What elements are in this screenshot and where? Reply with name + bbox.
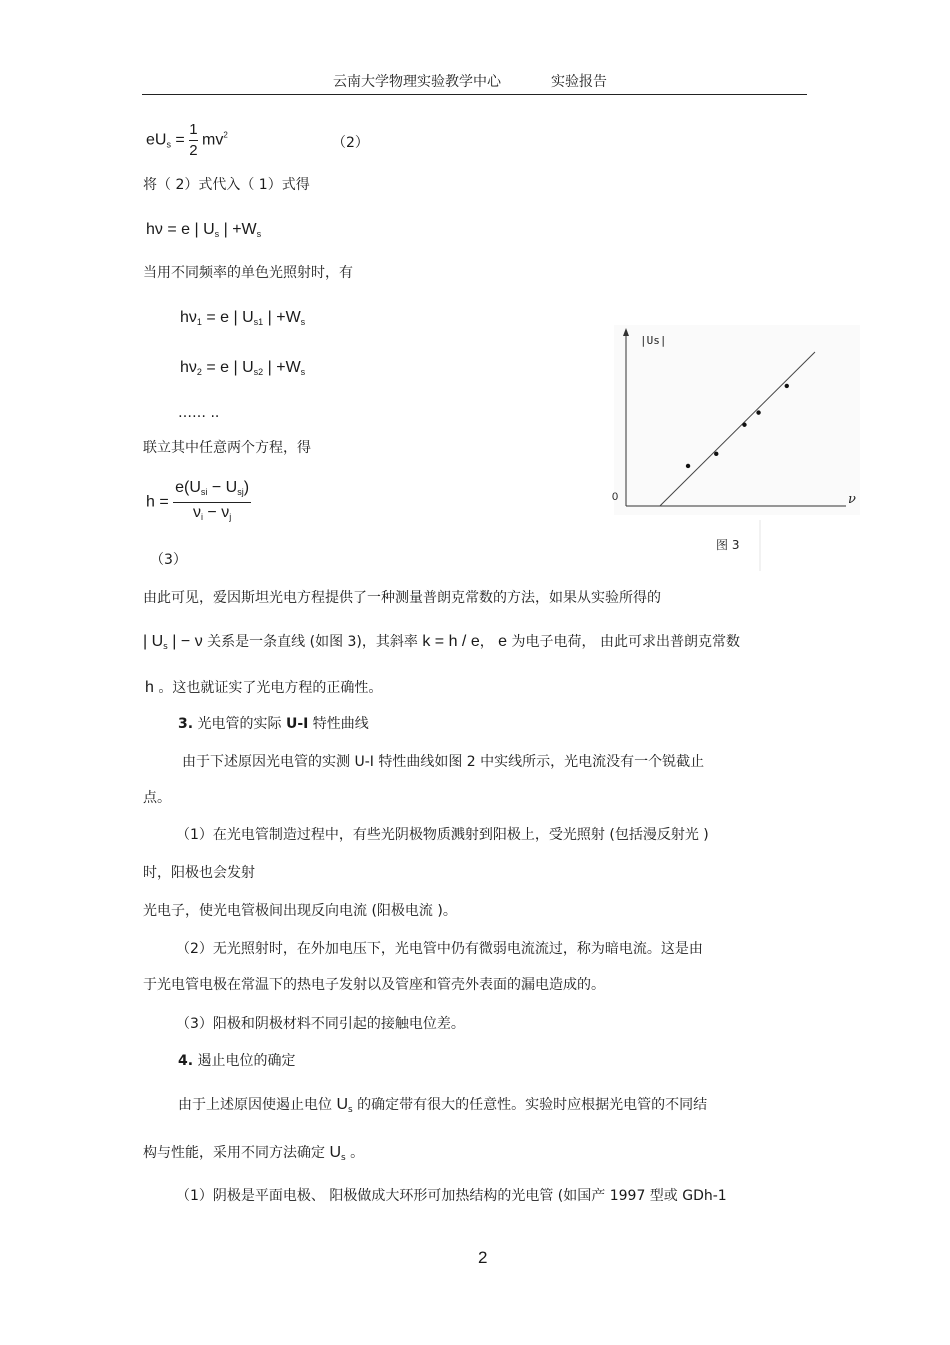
paragraph-6: 构与性能，采用不同方法确定 $U_s$ 。 — [143, 1144, 365, 1163]
page-number: 2 — [478, 1248, 488, 1267]
paragraph-5: 由于上述原因使遏止电位 $U_s$ 的确定带有很大的任意性。实验时应根据光电管的不同结 — [178, 1096, 708, 1115]
reason-3: （3）阳极和阴极材料不同引起的接触电位差。 — [176, 1016, 465, 1032]
reason-1-line-2: 时，阳极也会发射 — [143, 865, 255, 881]
figure-3 — [600, 325, 862, 575]
data-point-5 — [785, 384, 789, 388]
origin-label: 0 — [612, 491, 619, 503]
paragraph-combine: 联立其中任意两个方程，得 — [143, 440, 311, 456]
equation-h: hν = e | $U_s$ | $+W_s$ — [146, 221, 262, 239]
header-rule — [142, 94, 807, 95]
reason-1-line-1: （1）在光电管制造过程中，有些光阴极物质溅射到阳极上，受光照射 (包括漫反射光 ) — [176, 827, 709, 843]
reason-2-line-2: 于光电管电极在常温下的热电子发射以及管座和管壳外表面的漏电造成的。 — [143, 977, 605, 993]
ellipsis: …… .. — [178, 405, 220, 421]
section-4-heading: 4. 遏止电位的确定 — [178, 1053, 296, 1069]
equation-2: $eU_s$ = $\frac{1}{2}$ $mv^2$ — [146, 121, 228, 159]
paragraph-substitute: 将（ 2）式代入（ 1）式得 — [143, 177, 310, 193]
section-3-heading: 3. 光电管的实际 U-I 特性曲线 — [178, 716, 369, 732]
figure-background — [614, 325, 860, 515]
header-report: 实验报告 — [551, 74, 607, 90]
header-title: 云南大学物理实验教学中心 — [333, 74, 501, 90]
equation-h-fraction: h = $\frac{e(U_{si} - U_{sj})}{\nu_i - \nu_j}$ — [146, 479, 250, 522]
equation-h2: $h\nu_2 = e$ | $U_{s2}$ | $+W_s$ — [180, 359, 306, 377]
x-axis-label: ν — [848, 492, 856, 507]
reason-2-line-1: （2）无光照射时，在外加电压下，光电管中仍有微弱电流流过，称为暗电流。这是由 — [176, 941, 703, 957]
paragraph-4-end: 点。 — [143, 790, 171, 806]
equation-3-tag: （3） — [150, 552, 187, 568]
data-point-3 — [742, 423, 746, 427]
y-axis-label: |Us| — [640, 334, 667, 347]
paragraph-3: h 。这也就证实了光电方程的正确性。 — [145, 679, 383, 696]
paragraph-4: 由于下述原因光电管的实测 U-I 特性曲线如图 2 中实线所示，光电流没有一个锐截止 — [182, 754, 705, 770]
paragraph-7: （1）阴极是平面电极、 阳极做成大环形可加热结构的光电管 (如国产 1997 型或 GDh-1 — [176, 1188, 727, 1204]
paragraph-1: 由此可见，爱因斯坦光电方程提供了一种测量普朗克常数的方法，如果从实验所得的 — [143, 590, 661, 606]
figure-caption: 图 3 — [716, 538, 740, 552]
paragraph-frequency: 当用不同频率的单色光照射时，有 — [143, 265, 353, 281]
data-point-2 — [714, 452, 718, 456]
equation-h1: $h\nu_1 = e$ | $U_{s1}$ | $+W_s$ — [180, 309, 306, 327]
data-point-1 — [686, 464, 690, 468]
reason-1-line-3: 光电子，使光电管极间出现反向电流 (阳极电流 )。 — [143, 903, 457, 919]
paragraph-2: | $U_s$ | − ν 关系是一条直线 (如图 3)，其斜率 k = h / e， e 为电子电荷， 由此可求出普朗克常数 — [143, 633, 740, 652]
data-point-4 — [756, 410, 760, 414]
equation-2-tag: （2） — [332, 135, 369, 151]
